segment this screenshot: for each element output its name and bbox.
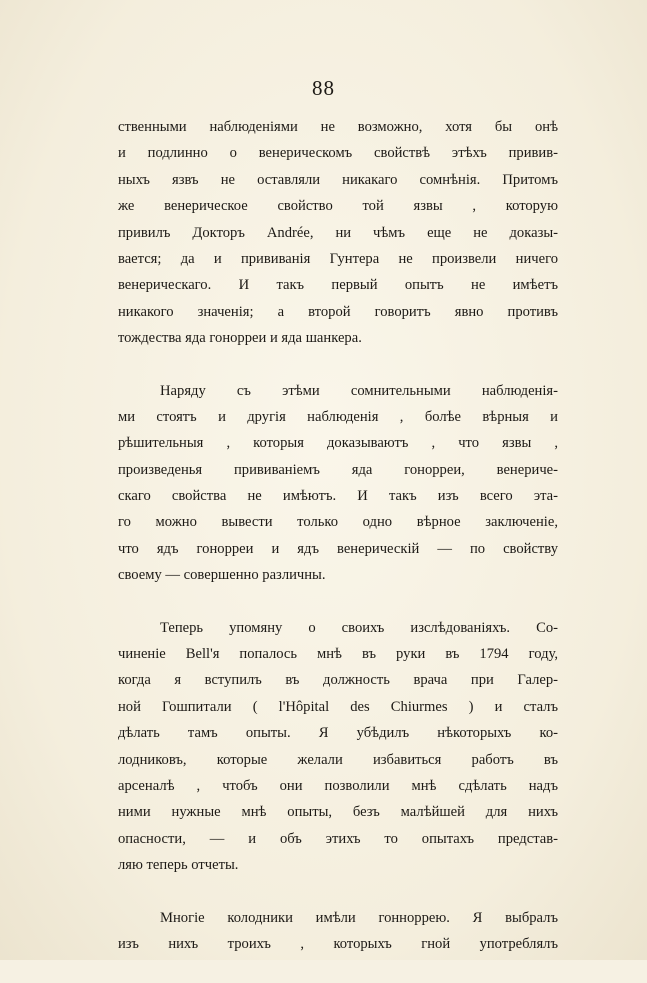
text-line: Теперь упомяну о своихъ изслѣдованіяхъ. Со-	[160, 619, 558, 636]
text-line: опасности, — и объ этихъ то опытахъ представ-	[118, 830, 558, 847]
text-line: когда я вступилъ въ должность врача при Галер-	[118, 672, 558, 689]
paragraph-2	[118, 378, 558, 589]
text-line: своему — совершенно различны.	[118, 567, 326, 584]
text-line: ними нужные мнѣ опыты, безъ малѣйшей для нихъ	[118, 804, 558, 821]
text-line: венерическаго. И такъ первый опытъ не имѣетъ	[118, 277, 558, 294]
text-line: рѣшительныя , которыя доказываютъ , что язвы ,	[118, 435, 558, 452]
text-line: Наряду съ этѣми сомнительными наблюденія-	[160, 382, 558, 399]
text-line: дѣлать тамъ опыты. Я убѣдилъ нѣкоторыхъ ко-	[118, 725, 558, 742]
text-line: ми стоятъ и другія наблюденія , болѣе вѣрныя и	[118, 408, 558, 425]
paragraph-1	[118, 114, 558, 352]
page-number: 88	[312, 76, 335, 100]
text-line: го можно вывести только одно вѣрное заключеніе,	[118, 514, 558, 531]
text-line: тождества яда гонорреи и яда шанкера.	[118, 330, 362, 347]
text-line: же венерическое свойство той язвы , которую	[118, 198, 558, 215]
text-line: ственными наблюденіями не возможно, хотя бы онѣ	[118, 119, 558, 135]
paragraph-3	[118, 615, 558, 879]
paragraph-4	[118, 905, 558, 958]
text-line: Многіе колодники имѣли гонноррею. Я выбралъ	[160, 909, 558, 926]
text-line: арсеналѣ , чтобъ они позволили мнѣ сдѣлать надъ	[118, 777, 558, 794]
text-line: лодниковъ, которые желали избавиться работъ въ	[118, 751, 558, 768]
text-line: что ядъ гонорреи и ядъ венерическій — по свойству	[118, 540, 558, 557]
text-line: ныхъ язвъ не оставляли никакаго сомнѣнія. Притомъ	[118, 171, 558, 188]
text-line: произведенья прививаніемъ яда гонорреи, венериче-	[118, 461, 558, 478]
text-line: изъ нихъ троихъ , которыхъ гной употреблялъ	[118, 935, 558, 952]
text-line: и подлинно о венерическомъ свойствѣ этѣхъ привив-	[118, 145, 558, 162]
body-text	[118, 114, 558, 983]
text-line: скаго свойства не имѣютъ. И такъ изъ всего эта-	[118, 488, 558, 505]
text-line: привилъ Докторъ Andrée, ни чѣмъ еще не доказы-	[118, 224, 558, 241]
text-line: никакого значенія; а второй говоритъ явно противъ	[118, 303, 558, 320]
text-line: чиненіе Bell'я попалось мнѣ въ руки въ 1794 году,	[118, 646, 558, 663]
text-line: ляю теперь отчеты.	[118, 857, 239, 874]
text-line: вается; да и прививанія Гунтера не произвели ничего	[118, 250, 558, 267]
text-line: ной Гошпитали ( l'Hôpital des Chiurmes ) и сталъ	[118, 698, 558, 715]
